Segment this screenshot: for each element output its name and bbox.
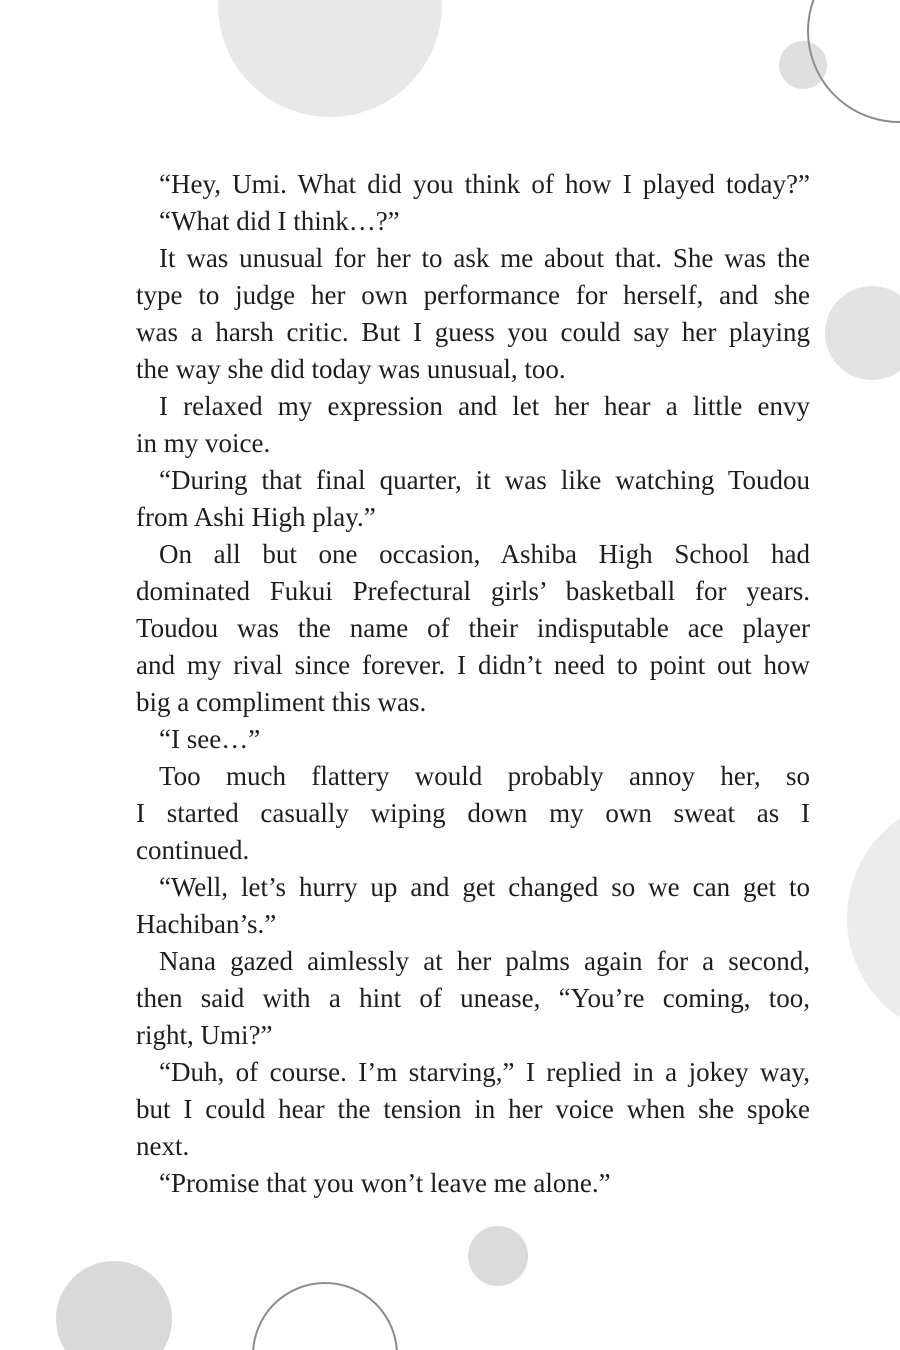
paragraph — [136, 240, 810, 388]
decorative-circle-top-center — [218, 0, 442, 117]
paragraph — [136, 462, 810, 536]
text-line: type to judge her own performance for herself, and she — [136, 280, 810, 310]
text-line: and my rival since forever. I didn’t need to point out how — [136, 650, 810, 680]
text-line: “I see…” — [159, 724, 261, 754]
decorative-circle-bottom-outline — [252, 1282, 398, 1350]
text-line: I started casually wiping down my own sweat as I — [136, 798, 810, 828]
text-line: On all but one occasion, Ashiba High School had — [159, 539, 810, 569]
text-line: I relaxed my expression and let her hear a little envy — [159, 391, 810, 421]
paragraph — [136, 1054, 810, 1165]
paragraph — [136, 388, 810, 462]
text-line: “Promise that you won’t leave me alone.” — [159, 1168, 611, 1198]
decorative-circle-bottom-small — [468, 1226, 528, 1286]
text-line: Too much flattery would probably annoy her, so — [159, 761, 810, 791]
text-line: was a harsh critic. But I guess you could say her playing — [136, 317, 810, 347]
text-line: but I could hear the tension in her voice when she spoke — [136, 1094, 810, 1124]
paragraph — [136, 1165, 810, 1202]
paragraph — [136, 721, 810, 758]
text-line: Nana gazed aimlessly at her palms again for a second, — [159, 946, 810, 976]
text-line: then said with a hint of unease, “You’re coming, too, — [136, 983, 810, 1013]
text-line: from Ashi High play.” — [136, 502, 376, 532]
text-line: Hachiban’s.” — [136, 909, 277, 939]
text-line: in my voice. — [136, 428, 271, 458]
text-line: “During that final quarter, it was like watching Toudou — [159, 465, 810, 495]
novel-text-block — [136, 166, 810, 1202]
decorative-circle-right-middle — [825, 286, 900, 380]
decorative-circle-right-lower — [847, 798, 900, 1038]
text-line: right, Umi?” — [136, 1020, 273, 1050]
paragraph — [136, 943, 810, 1054]
text-line: “Duh, of course. I’m starving,” I replied in a jokey way, — [159, 1057, 810, 1087]
text-line: Toudou was the name of their indisputable ace player — [136, 613, 810, 643]
paragraph — [136, 203, 810, 240]
text-line: big a compliment this was. — [136, 687, 427, 717]
text-line: “What did I think…?” — [159, 206, 400, 236]
paragraph — [136, 758, 810, 869]
text-line: It was unusual for her to ask me about that. She was the — [159, 243, 810, 273]
paragraph — [136, 536, 810, 721]
text-line: next. — [136, 1131, 190, 1161]
decorative-circle-bottom-left — [56, 1261, 172, 1350]
text-line: dominated Fukui Prefectural girls’ basketball for years. — [136, 576, 810, 606]
decorative-circle-top-right-outline — [807, 0, 900, 123]
text-line: continued. — [136, 835, 250, 865]
paragraph — [136, 166, 810, 203]
text-line: “Hey, Umi. What did you think of how I played today?” — [159, 169, 810, 199]
text-line: “Well, let’s hurry up and get changed so we can get to — [159, 872, 810, 902]
paragraph — [136, 869, 810, 943]
text-line: the way she did today was unusual, too. — [136, 354, 566, 384]
